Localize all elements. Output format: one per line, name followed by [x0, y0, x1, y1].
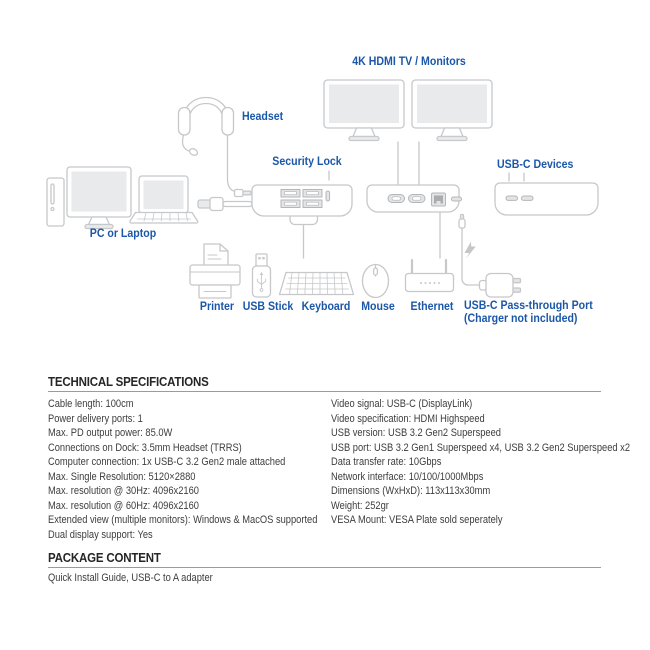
spec-item: USB version: USB 3.2 Gen2 Superspeed: [331, 427, 501, 440]
laptop-icon: [130, 176, 198, 223]
spec-item: Power delivery ports: 1: [48, 412, 143, 425]
label-4k-monitors: 4K HDMI TV / Monitors: [352, 56, 466, 68]
dock-usb-c-icon: [495, 183, 598, 215]
pc-monitor-icon: [67, 167, 131, 229]
lightning-bolt-icon: [465, 242, 476, 259]
spec-item: Max. resolution @ 60Hz: 4096x2160: [48, 499, 199, 512]
router-icon: [406, 260, 454, 292]
label-usb-stick: USB Stick: [242, 301, 294, 313]
pc-tower-icon: [47, 178, 64, 226]
label-usb-c-devices: USB-C Devices: [497, 159, 574, 171]
usb-c-devices-pointer-lines: [509, 173, 524, 181]
label-security-lock: Security Lock: [272, 156, 342, 168]
label-usb-c-passthrough: USB-C Pass-through Port: [464, 300, 593, 312]
spec-item: Cable length: 100cm: [48, 398, 134, 410]
ethernet-port: [432, 193, 446, 206]
spec-item: Network interface: 10/100/1000Mbps: [331, 470, 484, 483]
label-mouse: Mouse: [361, 301, 395, 313]
label-charger-not-included: (Charger not included): [464, 313, 578, 325]
spec-item: Max. PD output power: 85.0W: [48, 427, 173, 440]
spec-item: Computer connection: 1x USB-C 3.2 Gen2 male attached: [48, 456, 286, 469]
package-content-items: Quick Install Guide, USB-C to A adapter: [48, 572, 213, 584]
charger-plug-icon: [480, 274, 521, 298]
spec-column-left: [48, 397, 317, 542]
spec-item: Data transfer rate: 10Gbps: [331, 456, 442, 469]
security-lock-slot-icon: [326, 191, 330, 201]
headset-icon: [179, 98, 252, 197]
label-keyboard: Keyboard: [301, 301, 351, 313]
dock-front-icon: [252, 185, 352, 216]
usb-stick-icon: [253, 254, 271, 297]
usb-c-cable-icon: [198, 198, 252, 211]
technical-specifications-title: TECHNICAL SPECIFICATIONS: [48, 375, 209, 389]
spec-item: Connections on Dock: 3.5mm Headset (TRRS): [48, 441, 242, 454]
dock-to-devices-connector: [290, 217, 318, 258]
spec-item: Dual display support: Yes: [48, 528, 153, 541]
spec-item: Dimensions (WxHxD): 113x113x30mm: [331, 485, 491, 498]
label-headset: Headset: [242, 111, 284, 123]
spec-item: VESA Mount: VESA Plate sold seperately: [331, 514, 503, 527]
spec-item: Extended view (multiple monitors): Windows & MacOS supported: [48, 514, 318, 527]
tv-monitor-right-icon: [412, 80, 492, 141]
dock-back-icon: [367, 185, 462, 212]
spec-item: Max. Single Resolution: 5120×2880: [48, 470, 196, 483]
package-content-title: PACKAGE CONTENT: [48, 551, 161, 565]
label-printer: Printer: [199, 301, 235, 313]
spec-column-right: [331, 397, 630, 528]
keyboard-icon: [280, 273, 354, 295]
spec-item: USB port: USB 3.2 Gen1 Superspeed x4, USB 3.2 Gen2 Superspeed x2: [331, 441, 631, 454]
spec-item: Weight: 252gr: [331, 499, 389, 512]
spec-item: Max. resolution @ 30Hz: 4096x2160: [48, 485, 199, 498]
printer-icon: [190, 244, 240, 298]
technical-specifications-divider: [48, 391, 601, 392]
monitor-to-dock-lines: [398, 142, 419, 184]
tv-monitor-left-icon: [324, 80, 404, 141]
usb-c-port: [452, 197, 462, 201]
package-content-divider: [48, 567, 601, 568]
spec-item: Video specification: HDMI Highspeed: [331, 412, 485, 425]
label-ethernet: Ethernet: [410, 301, 454, 313]
mouse-icon: [363, 265, 389, 298]
label-pc-or-laptop: PC or Laptop: [89, 228, 157, 240]
spec-item: Video signal: USB-C (DisplayLink): [331, 398, 473, 410]
